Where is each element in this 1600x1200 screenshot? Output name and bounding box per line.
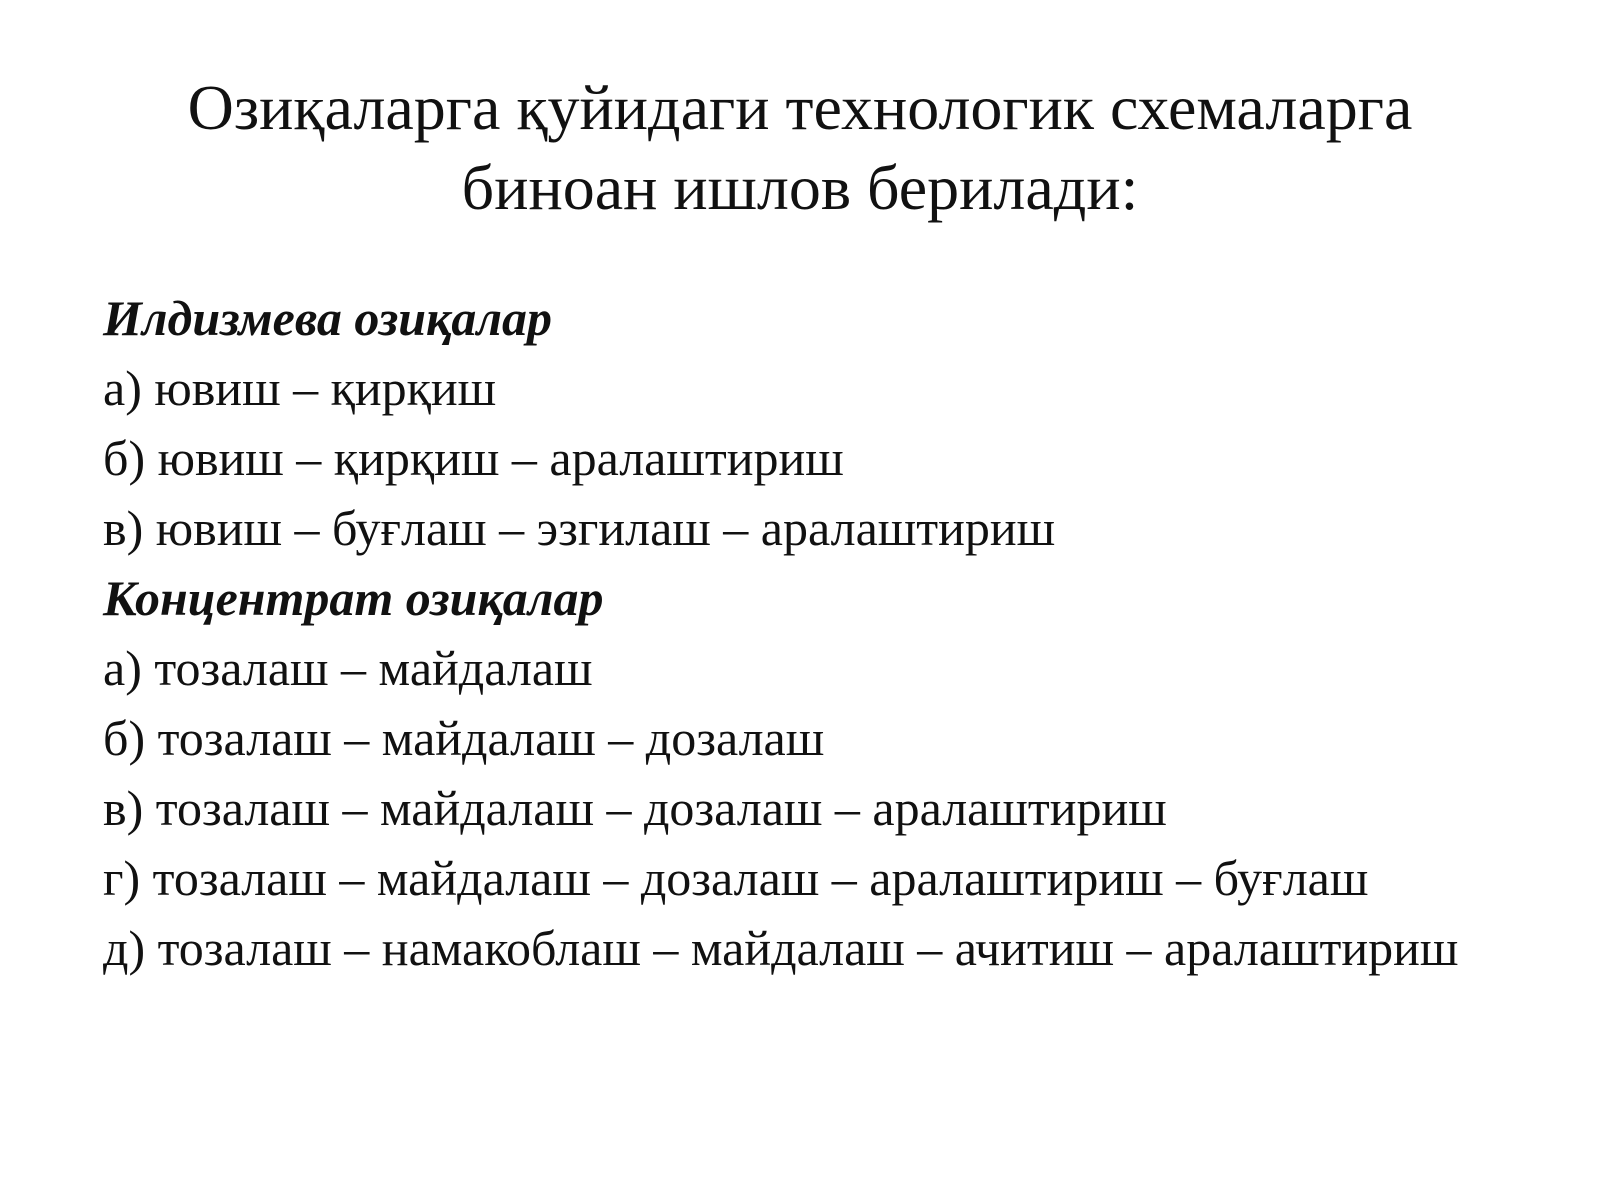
list-item: в) ювиш – буғлаш – эзгилаш – аралаштириш	[103, 500, 1056, 556]
slide-content	[103, 283, 1573, 983]
slide-title	[60, 68, 1540, 228]
list-item: б) ювиш – қирқиш – аралаштириш	[103, 430, 844, 486]
list-item: б) тозалаш – майдалаш – дозалаш	[103, 710, 825, 766]
slide-title-line-2: биноан ишлов берилади:	[461, 152, 1139, 223]
section-heading-root-crops: Илдизмева озиқалар	[103, 290, 553, 346]
list-item: д) тозалаш – намакоблаш – майдалаш – ачитиш – аралаштириш	[103, 920, 1459, 976]
list-item: в) тозалаш – майдалаш – дозалаш – аралаштириш	[103, 780, 1167, 836]
list-item: а) ювиш – қирқиш	[103, 360, 497, 416]
slide-title-line-1: Озиқаларга қуйидаги технологик схемаларга	[187, 72, 1413, 143]
section-heading-concentrates: Концентрат озиқалар	[103, 570, 604, 626]
list-item: а) тозалаш – майдалаш	[103, 640, 593, 696]
list-item: г) тозалаш – майдалаш – дозалаш – аралаштириш – буғлаш	[103, 850, 1369, 906]
